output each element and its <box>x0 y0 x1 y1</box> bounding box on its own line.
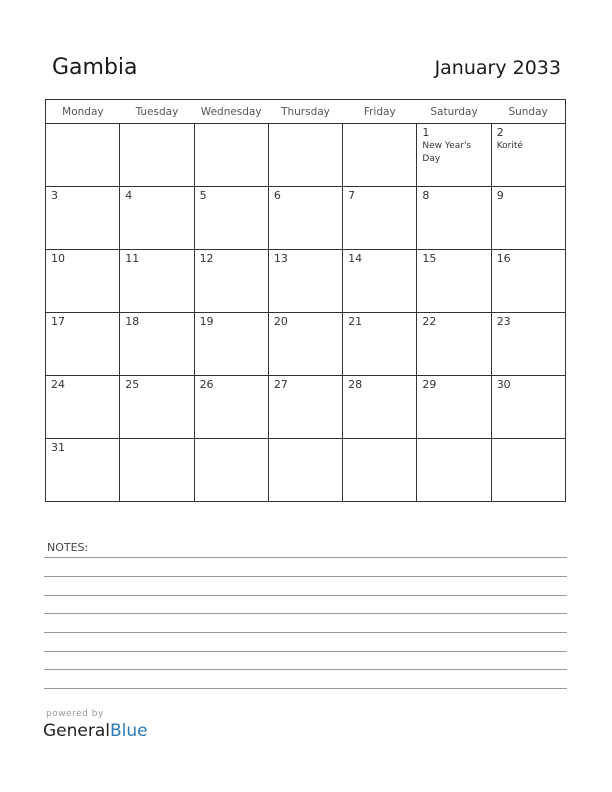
note-line <box>44 651 567 652</box>
note-line <box>44 632 567 633</box>
day-number: 24 <box>51 378 65 391</box>
day-number: 7 <box>348 189 356 202</box>
day-cell <box>120 439 194 502</box>
day-cell <box>194 187 268 250</box>
day-cell <box>46 124 120 187</box>
day-cell <box>343 439 417 502</box>
weekday-header: Saturday <box>417 100 491 124</box>
day-cell <box>194 313 268 376</box>
powered-by-text: powered by <box>46 709 104 719</box>
day-cell <box>417 124 491 187</box>
day-cell <box>194 124 268 187</box>
week-row <box>46 250 566 313</box>
day-cell <box>194 250 268 313</box>
week-row <box>46 124 566 187</box>
day-number: 16 <box>496 252 511 265</box>
day-number: 11 <box>125 252 140 265</box>
brand-logo[interactable] <box>43 721 148 741</box>
day-cell <box>120 313 194 376</box>
day-number: 18 <box>125 315 140 328</box>
day-number: 17 <box>51 315 65 328</box>
day-number: 5 <box>199 189 207 202</box>
day-cell <box>417 250 491 313</box>
notes-label: NOTES: <box>47 541 89 554</box>
day-cell <box>120 124 194 187</box>
day-number: 8 <box>422 189 430 202</box>
day-number: 4 <box>125 189 133 202</box>
day-cell <box>491 439 565 502</box>
note-line <box>44 557 567 558</box>
note-line <box>44 688 567 689</box>
week-row <box>46 313 566 376</box>
calendar-grid <box>45 99 566 502</box>
day-cell <box>417 439 491 502</box>
day-cell <box>343 187 417 250</box>
day-cell <box>268 313 342 376</box>
week-row <box>46 187 566 250</box>
day-cell <box>491 376 565 439</box>
day-cell <box>491 187 565 250</box>
day-cell <box>268 124 342 187</box>
note-line <box>44 576 567 577</box>
day-cell <box>491 313 565 376</box>
day-number: 20 <box>273 315 288 328</box>
day-cell <box>491 124 565 187</box>
day-number: 13 <box>273 252 288 265</box>
day-number: 3 <box>51 189 58 202</box>
weekday-header: Thursday <box>268 100 342 124</box>
day-number: 26 <box>199 378 214 391</box>
day-cell <box>417 376 491 439</box>
day-cell <box>46 313 120 376</box>
day-cell <box>417 187 491 250</box>
day-cell <box>343 313 417 376</box>
day-number: 21 <box>348 315 363 328</box>
day-cell <box>268 250 342 313</box>
country-title: Gambia <box>52 55 138 80</box>
week-row <box>46 376 566 439</box>
day-number: 14 <box>348 252 363 265</box>
note-line <box>44 669 567 670</box>
holiday-label: New Year's Day <box>422 141 472 164</box>
weekday-header: Sunday <box>491 100 565 124</box>
day-number: 1 <box>422 126 430 139</box>
note-line <box>44 595 567 596</box>
day-cell <box>120 250 194 313</box>
day-cell <box>268 439 342 502</box>
day-number: 12 <box>199 252 214 265</box>
weekday-header-row <box>46 100 566 124</box>
day-number: 10 <box>51 252 65 265</box>
day-cell <box>120 376 194 439</box>
day-cell <box>194 376 268 439</box>
note-line <box>44 613 567 614</box>
day-cell <box>46 187 120 250</box>
weekday-header: Tuesday <box>120 100 194 124</box>
day-cell <box>46 376 120 439</box>
day-number: 28 <box>348 378 363 391</box>
day-number: 27 <box>273 378 288 391</box>
day-cell <box>343 250 417 313</box>
day-number: 29 <box>422 378 437 391</box>
day-cell <box>343 376 417 439</box>
day-number: 15 <box>422 252 437 265</box>
brand-blue: Blue <box>110 721 148 741</box>
brand-general: General <box>43 721 110 741</box>
day-number: 31 <box>51 441 65 454</box>
day-number: 6 <box>273 189 281 202</box>
day-number: 19 <box>199 315 214 328</box>
day-number: 22 <box>422 315 437 328</box>
day-cell <box>46 439 120 502</box>
day-cell <box>120 187 194 250</box>
weekday-header: Monday <box>46 100 120 124</box>
weekday-header: Wednesday <box>194 100 268 124</box>
month-year-title: January 2033 <box>434 57 561 79</box>
day-cell <box>417 313 491 376</box>
day-cell <box>268 187 342 250</box>
day-cell <box>194 439 268 502</box>
day-number: 9 <box>496 189 504 202</box>
day-number: 23 <box>496 315 511 328</box>
day-cell <box>46 250 120 313</box>
day-cell <box>343 124 417 187</box>
day-number: 25 <box>125 378 140 391</box>
day-number: 2 <box>496 126 504 139</box>
week-row <box>46 439 566 502</box>
day-cell <box>491 250 565 313</box>
day-number: 30 <box>496 378 511 391</box>
weekday-header: Friday <box>343 100 417 124</box>
day-cell <box>268 376 342 439</box>
holiday-label: Korité <box>496 141 523 151</box>
